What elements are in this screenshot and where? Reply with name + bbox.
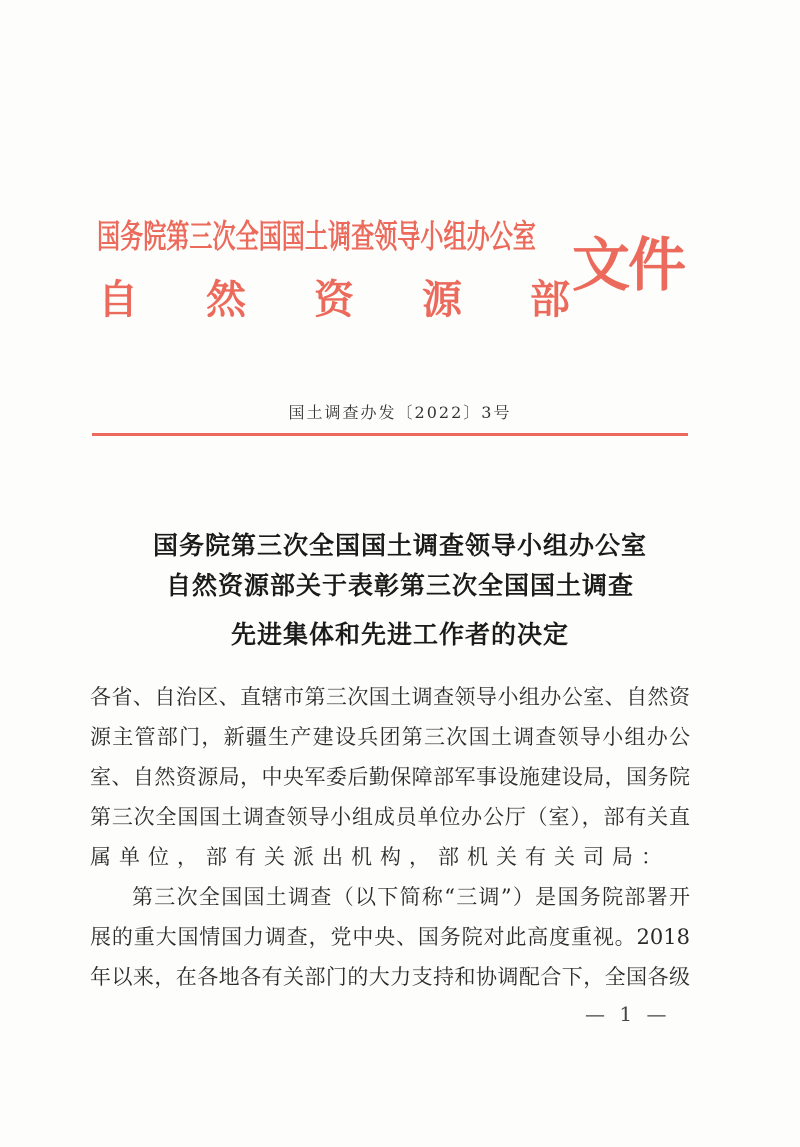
document-number: 国土调查办发〔2022〕3号 — [288, 403, 512, 422]
issuer-2-char: 源 — [422, 276, 462, 323]
issuer-2-char: 然 — [206, 276, 246, 323]
title-line-1: 国务院第三次全国国土调查领导小组办公室 — [152, 531, 647, 560]
document-word: 文件 — [572, 231, 685, 299]
paragraph-line: 年以来，在各地各有关部门的大力支持和协调配合下，全国各级 — [90, 965, 690, 989]
issuer-2-char: 资 — [314, 276, 354, 323]
paragraph-line: 展的重大国情国力调查，党中央、国务院对此高度重视。2018 — [90, 925, 690, 949]
issuer-2-char: 自 — [98, 276, 138, 323]
paragraph-line: 第三次全国国土调查（以下简称“三调”）是国务院部署开 — [132, 885, 690, 909]
title-line-2: 自然资源部关于表彰第三次全国国土调查 — [165, 571, 634, 600]
issuer-1-text: 国务院第三次全国国土调查领导小组办公室 — [97, 218, 536, 257]
red-divider — [92, 433, 688, 436]
addressee-line: 属单位，部有关派出机构，部机关有关司局： — [90, 845, 670, 869]
addressee-line: 室、自然资源局，中央军委后勤保障部军事设施建设局，国务院 — [90, 765, 690, 789]
title-line-3: 先进集体和先进工作者的决定 — [230, 620, 569, 649]
addressee-line: 源主管部门，新疆生产建设兵团第三次国土调查领导小组办公 — [90, 725, 690, 749]
addressee-line: 第三次全国国土调查领导小组成员单位办公厅（室），部有关直 — [90, 805, 690, 829]
issuer-line-1 — [97, 218, 579, 258]
issuer-line-2 — [98, 276, 570, 324]
addressee-line: 各省、自治区、直辖市第三次国土调查领导小组办公室、自然资 — [90, 685, 690, 709]
page-number: — 1 — — [585, 1002, 671, 1026]
issuer-2-char: 部 — [530, 276, 570, 323]
